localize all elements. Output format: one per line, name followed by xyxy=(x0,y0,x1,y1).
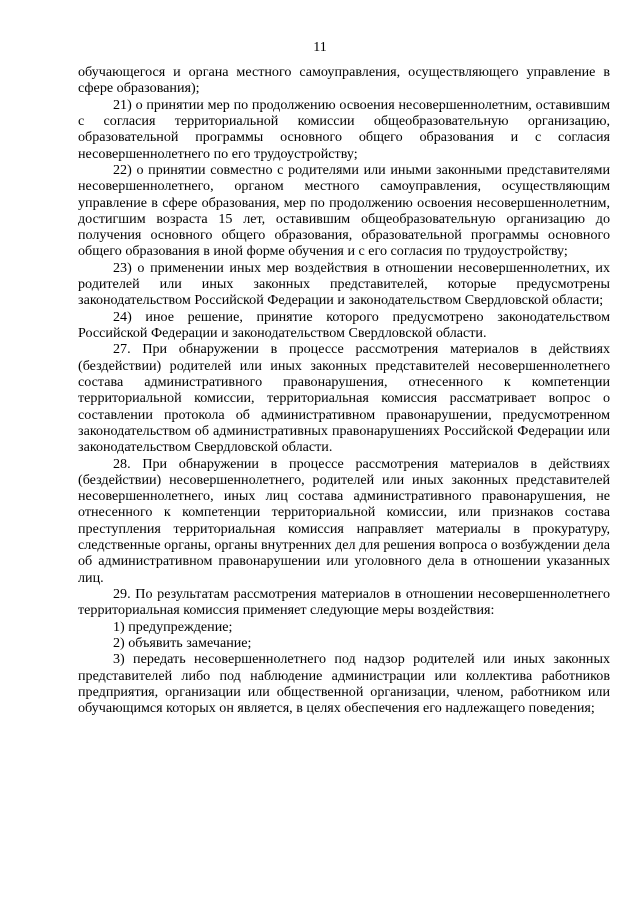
list-item-2: 2) объявить замечание; xyxy=(113,634,252,651)
paragraph-item-22: 22) о принятии совместно с родителями или иными законными представителями несовершеннолетнего, органом местного самоуправления, осуществляющим управление в сфере образования, мер по продолжению освоения несовершеннолетним, достигшим возраста 15 лет, оставившим общеобразовательную организацию до получения основного общего образования, образовательной программы основного общего образования в иной форме обучения и с его согласия по трудоустройству; xyxy=(78,161,610,260)
paragraph-item-24: 24) иное решение, принятие которого предусмотрено законодательством Российской Федерации и законодательством Свердловской области. xyxy=(78,308,610,341)
paragraph-continuation: обучающегося и органа местного самоуправления, осуществляющего управление в сфере образования); xyxy=(78,64,610,97)
paragraph-clause-28: 28. При обнаружении в процессе рассмотрения материалов в действиях (бездействии) несовершеннолетнего, родителей или иных законных представителей несовершеннолетнего, иных лиц состава административного правонарушения, не отнесенного к компетенции территориальной комиссии, или признаков состава преступления территориальная комиссия направляет материалы в прокуратуру, следственные органы, органы внутренних дел для решения вопроса о возбуждении дела об административном правонарушении или уголовного дела в отношении указанных лиц. xyxy=(78,455,610,586)
paragraph-item-23: 23) о применении иных мер воздействия в отношении несовершеннолетних, их родителей или иных законных представителей, которые предусмотрены законодательством Российской Федерации и законодательством Свердловской области; xyxy=(78,259,610,309)
document-body xyxy=(78,64,610,717)
list-item-1: 1) предупреждение; xyxy=(113,618,233,635)
paragraph-clause-29: 29. По результатам рассмотрения материалов в отношении несовершеннолетнего территориальная комиссия применяет следующие меры воздействия: xyxy=(78,586,610,619)
list-item-3: 3) передать несовершеннолетнего под надзор родителей или иных законных представителей либо под наблюдение администрации или коллектива работников предприятия, организации или общественной организации, членом, работником или обучающимся которых он является, в целях обеспечения его надлежащего поведения; xyxy=(78,651,610,717)
paragraph-item-21: 21) о принятии мер по продолжению освоения несовершеннолетним, оставившим с согласия территориальной комиссии общеобразовательную организацию, образовательной программы основного общего образования и с согласия несовершеннолетнего по его трудоустройству; xyxy=(78,96,610,162)
paragraph-clause-27: 27. При обнаружении в процессе рассмотрения материалов в действиях (бездействии) родителей или иных законных представителей несовершеннолетнего состава административного правонарушения, отнесенного к компетенции территориальной комиссии, территориальная комиссия рассматривает вопрос о составлении протокола об административном правонарушении, предусмотренном законодательством об административных правонарушениях Российской Федерации или законодательством Свердловской области. xyxy=(78,341,610,456)
page-number: 11 xyxy=(313,40,327,55)
